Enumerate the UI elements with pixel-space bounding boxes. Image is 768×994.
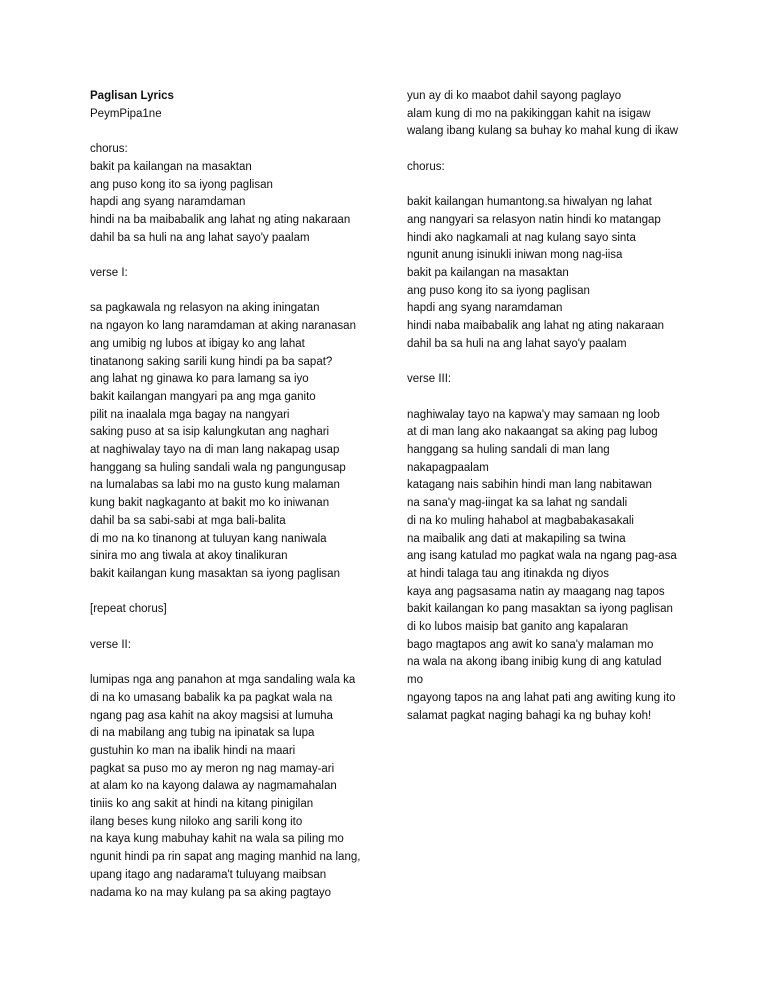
- document-author: PeymPipa1ne: [90, 107, 162, 120]
- lyric-line: di na ko umasang babalik ka pa pagkat wala na: [90, 691, 333, 704]
- blank-line: [90, 283, 390, 301]
- lyric-line: pilit na inaalala mga bagay na nangyari: [90, 408, 290, 421]
- lyric-line: at naghiwalay tayo na di man lang nakapag usap: [90, 444, 340, 457]
- lyric-line: alam kung di mo na pakikinggan kahit na isigaw: [407, 107, 651, 120]
- lyric-line: pagkat sa puso mo ay meron ng nag mamay-ari: [90, 762, 335, 775]
- lyric-line: ilang beses kung niloko ang sarili kong ito: [90, 815, 303, 828]
- left-lyrics: [90, 141, 390, 902]
- lyric-line: at hindi talaga tau ang itinakda ng diyos: [407, 567, 610, 580]
- blank-line: [90, 654, 390, 672]
- lyric-line: gustuhin ko man na ibalik hindi na maari: [90, 744, 296, 757]
- lyric-line: hapdi ang syang naramdaman: [90, 196, 246, 209]
- lyric-line: nakapagpaalam: [407, 461, 489, 474]
- lyric-line: kaya ang pagsasama natin ay maagang nag tapos: [407, 585, 665, 598]
- lyric-line: verse II:: [90, 638, 131, 651]
- blank-line: [90, 584, 390, 602]
- lyric-line: yun ay di ko maabot dahil sayong paglayo: [407, 90, 622, 102]
- blank-line: [407, 354, 707, 372]
- lyric-line: hanggang sa huling sandali wala ng pangungusap: [90, 461, 346, 474]
- lyric-line: bakit kailangan kung masaktan sa iyong paglisan: [90, 567, 340, 580]
- lyric-line: walang ibang kulang sa buhay ko mahal kung di ikaw: [407, 125, 679, 138]
- lyric-line: kung bakit nagkaganto at bakit mo ko iniwanan: [90, 497, 330, 510]
- lyric-line: dahil ba sa huli na ang lahat sayo'y paalam: [90, 231, 310, 244]
- blank-line: [407, 177, 707, 195]
- lyric-line: salamat pagkat naging bahagi ka ng buhay koh!: [407, 709, 652, 722]
- lyric-line: bakit pa kailangan na masaktan: [90, 160, 252, 173]
- lyric-line: na sana'y mag-iingat ka sa lahat ng sandali: [407, 497, 628, 510]
- lyric-line: ngayong tapos na ang lahat pati ang awiting kung ito: [407, 691, 676, 704]
- lyric-line: hindi naba maibabalik ang lahat ng ating nakaraan: [407, 320, 665, 333]
- lyric-line: hapdi ang syang naramdaman: [407, 302, 563, 315]
- lyric-line: ang lahat ng ginawa ko para lamang sa iyo: [90, 373, 309, 386]
- lyric-line: naghiwalay tayo na kapwa'y may samaan ng loob: [407, 408, 660, 421]
- right-lyrics: [407, 88, 707, 725]
- lyric-line: bakit kailangan mangyari pa ang mga ganito: [90, 390, 316, 403]
- lyric-line: di ko lubos maisip bat ganito ang kapalaran: [407, 621, 629, 634]
- lyric-line: dahil ba sa sabi-sabi at mga bali-balita: [90, 514, 286, 527]
- blank-line: [407, 389, 707, 407]
- lyric-line: na wala na akong ibang inibig kung di ang katulad: [407, 656, 662, 669]
- blank-line: [90, 247, 390, 265]
- lyric-line: verse I:: [90, 267, 128, 279]
- lyric-line: hindi ako nagkamali at nag kulang sayo sinta: [407, 231, 636, 244]
- lyric-line: ang isang katulad mo pagkat wala na ngang pag-asa: [407, 550, 677, 563]
- lyric-line: chorus:: [407, 160, 445, 173]
- document-title: Paglisan Lyrics: [90, 90, 174, 102]
- blank-line: [407, 141, 707, 159]
- lyric-line: bakit pa kailangan na masaktan: [407, 267, 569, 279]
- lyric-line: sinira mo ang tiwala at akoy tinalikuran: [90, 550, 288, 563]
- lyric-line: tinatanong saking sarili kung hindi pa ba sapat?: [90, 355, 333, 368]
- lyric-line: [repeat chorus]: [90, 603, 167, 616]
- lyric-line: hanggang sa huling sandali di man lang: [407, 444, 610, 456]
- lyric-line: di mo na ko tinanong at tuluyan kang naniwala: [90, 532, 327, 545]
- lyric-line: katagang nais sabihin hindi man lang nabitawan: [407, 479, 652, 492]
- lyric-line: na maibalik ang dati at makapiling sa twina: [407, 532, 626, 545]
- lyric-line: at alam ko na kayong dalawa ay nagmamahalan: [90, 780, 337, 793]
- lyric-line: ang puso kong ito sa iyong paglisan: [90, 178, 273, 191]
- lyric-line: ngunit anung isinukli iniwan mong nag-iisa: [407, 249, 623, 262]
- right-column: [407, 88, 707, 725]
- lyric-line: di na mabilang ang tubig na ipinatak sa lupa: [90, 727, 315, 740]
- lyric-line: ngang pag asa kahit na akoy magsisi at lumuha: [90, 709, 333, 722]
- blank-line: [90, 619, 390, 637]
- lyric-line: ang nangyari sa relasyon natin hindi ko matangap: [407, 213, 661, 226]
- lyric-line: at di man lang ako nakaangat sa aking pag lubog: [407, 426, 658, 439]
- lyric-line: nadama ko na may kulang pa sa aking pagtayo: [90, 886, 332, 899]
- lyric-line: bakit kailangan humantong.sa hiwalyan ng lahat: [407, 196, 652, 209]
- spacer: [90, 123, 390, 141]
- lyric-line: mo: [407, 674, 423, 687]
- lyric-line: na kaya kung mabuhay kahit na wala sa piling mo: [90, 833, 344, 846]
- lyric-line: tiniis ko ang sakit at hindi na kitang pinigilan: [90, 798, 314, 811]
- lyric-line: dahil ba sa huli na ang lahat sayo'y paalam: [407, 337, 627, 350]
- lyric-line: na ngayon ko lang naramdaman at aking naranasan: [90, 320, 356, 333]
- lyric-line: na lumalabas sa labi mo na gusto kung malaman: [90, 479, 340, 492]
- lyric-line: verse III:: [407, 373, 452, 386]
- lyric-line: ang umibig ng lubos at ibigay ko ang lahat: [90, 337, 305, 350]
- lyric-line: sa pagkawala ng relasyon na aking iningatan: [90, 302, 320, 315]
- lyric-line: upang itago ang nadarama't tuluyang maibsan: [90, 868, 327, 881]
- lyric-line: saking puso at sa isip kalungkutan ang naghari: [90, 426, 330, 439]
- left-column: [90, 88, 390, 902]
- lyric-line: chorus:: [90, 143, 128, 156]
- lyric-line: ngunit hindi pa rin sapat ang maging manhid na lang,: [90, 851, 361, 864]
- lyric-line: di na ko muling hahabol at magbabakasakali: [407, 514, 634, 527]
- lyric-line: bago magtapos ang awit ko sana'y malaman mo: [407, 638, 654, 651]
- lyric-line: hindi na ba maibabalik ang lahat ng ating nakaraan: [90, 213, 351, 226]
- lyric-line: bakit kailangan ko pang masaktan sa iyong paglisan: [407, 603, 673, 616]
- lyric-line: ang puso kong ito sa iyong paglisan: [407, 284, 590, 297]
- lyric-line: lumipas nga ang panahon at mga sandaling wala ka: [90, 674, 356, 687]
